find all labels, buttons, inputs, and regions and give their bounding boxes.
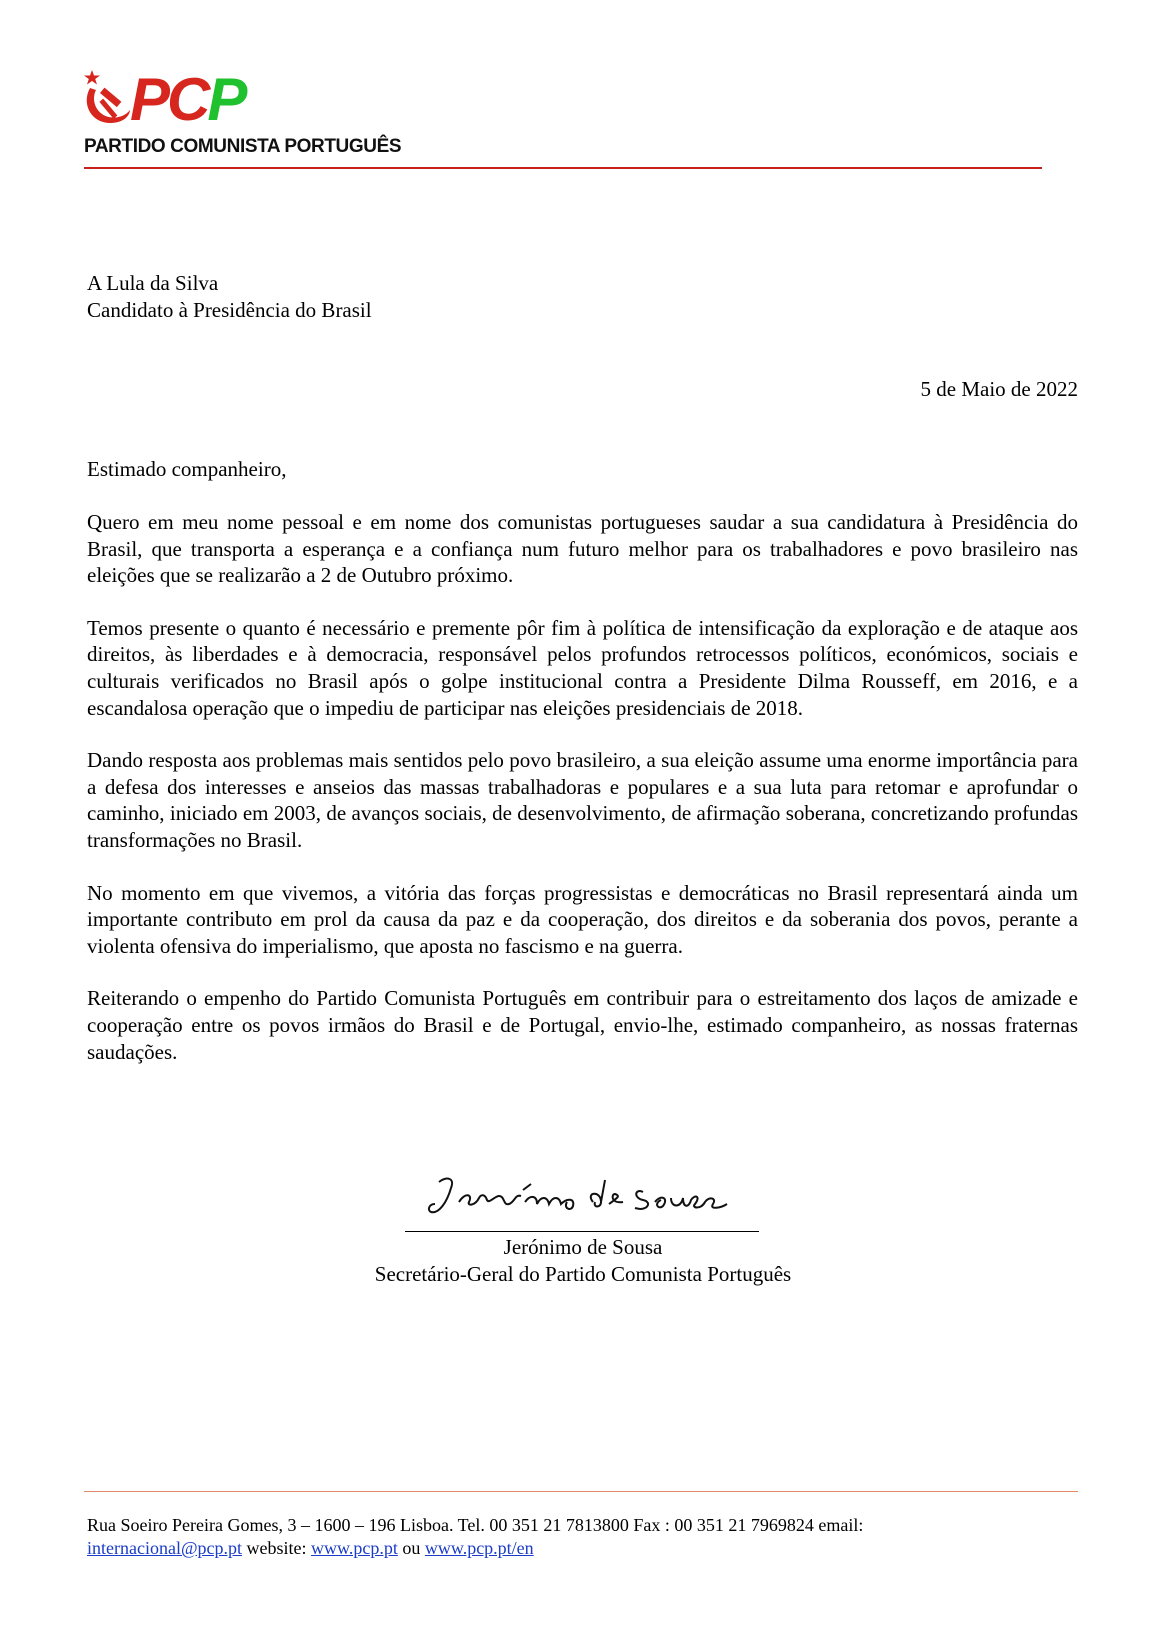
footer-links [87, 1537, 1087, 1560]
signer-name: Jerónimo de Sousa [503, 1235, 663, 1259]
recipient-block [87, 270, 372, 324]
letter-body [87, 509, 1078, 1091]
paragraph: No momento em que vivemos, a vitória das forças progressistas e democráticas no Brasil representará ainda um importante contributo em prol da causa da paz e da cooperação, dos direitos e da soberania dos povos, perante a violenta ofensiva do imperialismo, que aposta no fascismo e na guerra. [87, 880, 1078, 958]
paragraph: Temos presente o quanto é necessário e premente pôr fim à política de intensificação da exploração e de ataque aos direitos, às liberdades e à democracia, responsável pelos profundos retrocessos políticos, económicos, sociais e culturais verificados no Brasil após o golpe institucional contra a Presidente Dilma Rousseff, em 2016, e a escandalosa operação que o impediu de participar nas eleições presidenciais de 2018. [87, 615, 1078, 720]
paragraph: Dando resposta aos problemas mais sentidos pelo povo brasileiro, a sua eleição assume uma enorme importância para a defesa dos interesses e anseios das massas trabalhadoras e populares e a sua luta para retomar e aprofundar o caminho, iniciado em 2003, de avanços sociais, de desenvolvimento, de afirmação soberana, concretizando profundas transformações no Brasil. [87, 748, 1078, 852]
party-logo [84, 70, 424, 160]
recipient-name: A Lula da Silva [87, 271, 219, 295]
footer-address: Rua Soeiro Pereira Gomes, 3 – 1600 – 196 Lisboa. Tel. 00 351 21 7813800 Fax : 00 351 21 7969824 email: [87, 1515, 864, 1535]
signer-block [300, 1234, 866, 1288]
handwritten-signature [425, 1168, 735, 1224]
footer-divider [84, 1491, 1078, 1492]
party-name: PARTIDO COMUNISTA PORTUGUÊS [84, 136, 402, 157]
paragraph: Reiterando o empenho do Partido Comunista Português em contribuir para o estreitamento dos laços de amizade e cooperação entre os povos irmãos do Brasil e de Portugal, envio-lhe, estimado companheiro, as nossas fraternas saudações. [87, 986, 1078, 1064]
website-en-link[interactable]: www.pcp.pt/en [424, 1538, 534, 1558]
letter-date: 5 de Maio de 2022 [920, 377, 1078, 401]
or-label: ou [402, 1538, 421, 1558]
pcp-logo-mark [84, 70, 294, 128]
website-label: website: [246, 1538, 307, 1558]
logo-letters: PCP [130, 70, 245, 128]
paragraph: Quero em meu nome pessoal e em nome dos comunistas portugueses saudar a sua candidatura à Presidência do Brasil, que transporta a esperança e a confiança num futuro melhor para os trabalhadores e povo brasileiro nas eleições que se realizarão a 2 de Outubro próximo. [87, 510, 1078, 588]
header-divider [84, 167, 1042, 169]
salutation: Estimado companheiro, [87, 457, 287, 481]
email-link[interactable]: internacional@pcp.pt [87, 1538, 243, 1558]
footer-contact [87, 1514, 1087, 1560]
website-link[interactable]: www.pcp.pt [311, 1538, 398, 1558]
signature-line [405, 1231, 759, 1232]
signer-title: Secretário-Geral do Partido Comunista Português [374, 1262, 792, 1286]
recipient-title: Candidato à Presidência do Brasil [87, 298, 372, 322]
hammer-sickle-icon [87, 88, 130, 123]
star-icon [84, 70, 100, 85]
